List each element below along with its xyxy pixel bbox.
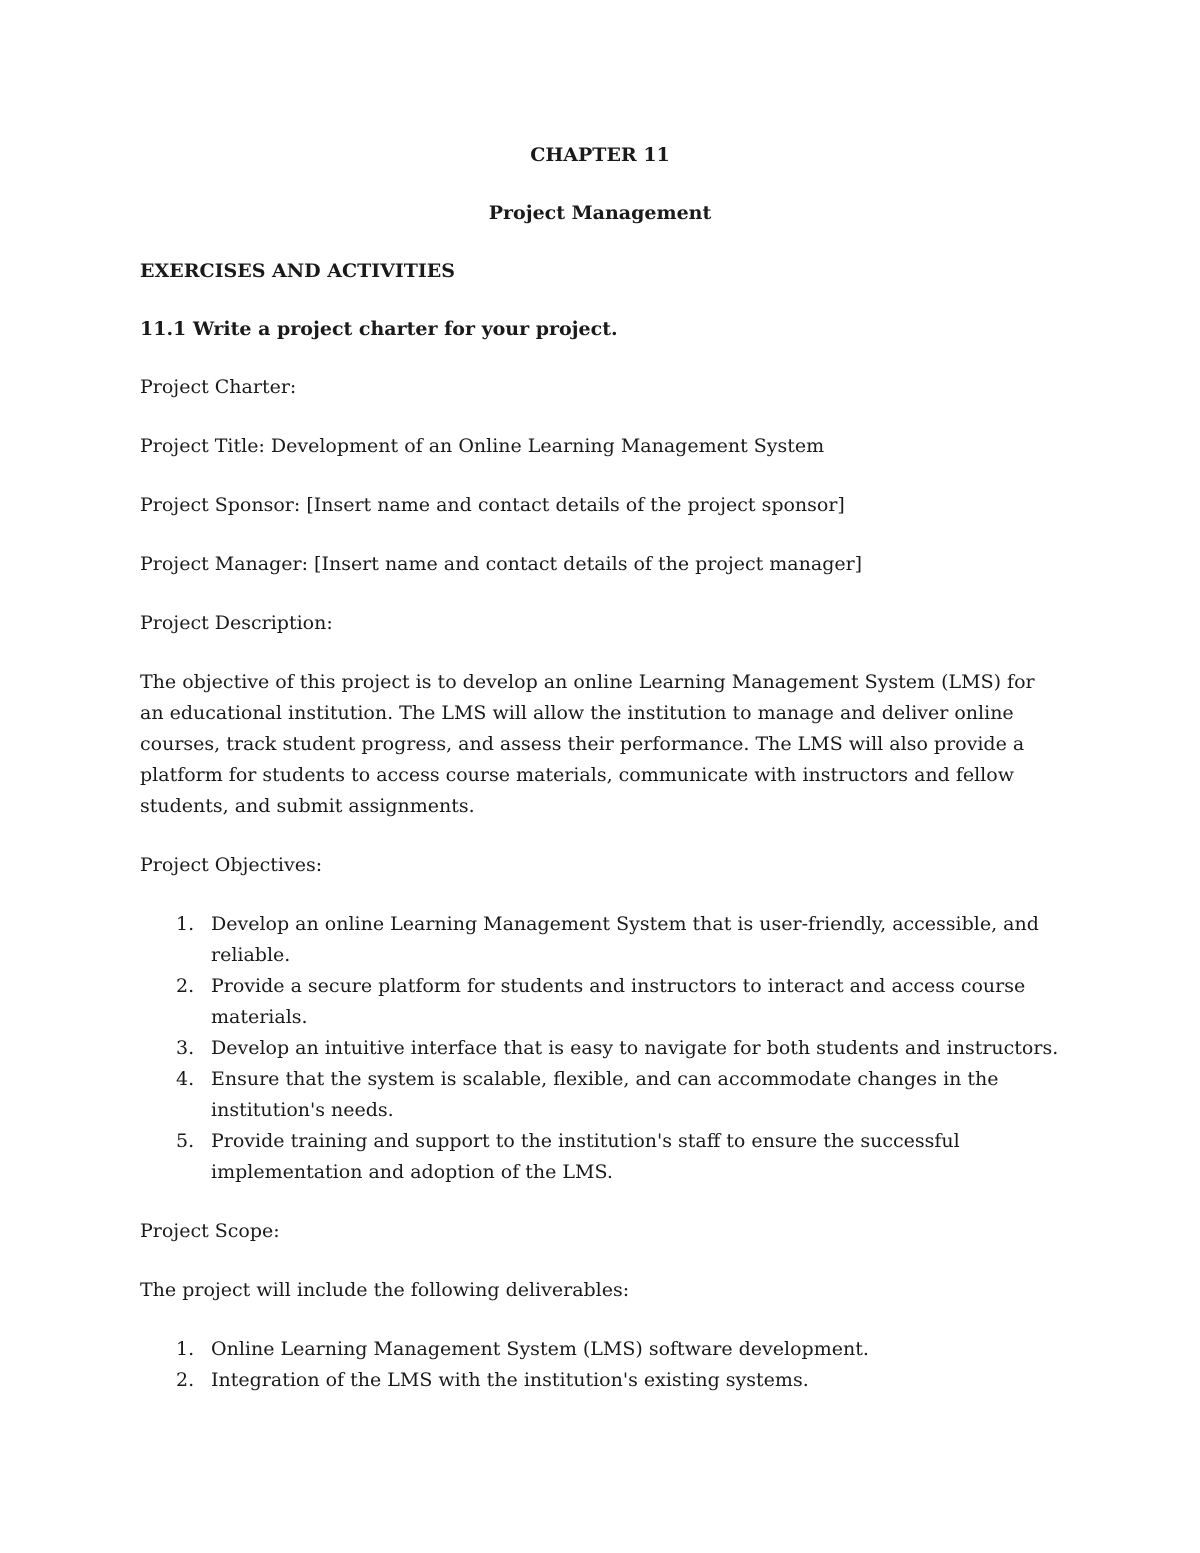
list-item <box>140 1064 1060 1126</box>
project-title: Project Title: Development of an Online Learning Management System <box>140 435 825 457</box>
list-number: 3. <box>176 1037 195 1059</box>
list-number: 4. <box>176 1068 195 1090</box>
list-item-text: Online Learning Management System (LMS) software development. <box>211 1338 869 1360</box>
list-item-text: Provide training and support to the institution's staff to ensure the successful implementation and adoption of the LMS. <box>211 1130 960 1183</box>
section-heading: EXERCISES AND ACTIVITIES <box>140 260 455 282</box>
list-item <box>140 971 1060 1033</box>
list-item <box>140 1126 1060 1188</box>
objectives-list <box>140 909 1060 1188</box>
charter-label: Project Charter: <box>140 376 297 398</box>
exercise-prompt: 11.1 Write a project charter for your project. <box>140 318 618 340</box>
list-number: 2. <box>176 975 195 997</box>
list-number: 1. <box>176 1338 195 1360</box>
description-text: The objective of this project is to develop an online Learning Management System (LMS) for an educational institution. The LMS will allow the institution to manage and deliver online courses, track student progress, and assess their performance. The LMS will also provide a platform for students to access course materials, communicate with instructors and fellow students, and submit assignments. <box>140 671 1035 817</box>
project-sponsor: Project Sponsor: [Insert name and contact details of the project sponsor] <box>140 494 845 516</box>
list-number: 2. <box>176 1369 195 1391</box>
list-item-text: Provide a secure platform for students and instructors to interact and access course materials. <box>211 975 1026 1028</box>
chapter-title: CHAPTER 11 <box>530 144 670 166</box>
list-item <box>140 909 1060 971</box>
list-number: 1. <box>176 913 195 935</box>
chapter-subtitle: Project Management <box>488 202 712 224</box>
list-item-text: Integration of the LMS with the institution's existing systems. <box>211 1369 809 1391</box>
list-item <box>140 1334 1060 1365</box>
list-number: 5. <box>176 1130 195 1152</box>
objectives-label: Project Objectives: <box>140 854 323 876</box>
scope-intro: The project will include the following deliverables: <box>140 1279 630 1301</box>
list-item <box>140 1033 1060 1064</box>
list-item-text: Develop an intuitive interface that is easy to navigate for both students and instructors. <box>211 1037 1059 1059</box>
project-manager: Project Manager: [Insert name and contact details of the project manager] <box>140 553 863 575</box>
list-item <box>140 1365 1060 1396</box>
list-item-text: Develop an online Learning Management System that is user-friendly, accessible, and reliable. <box>211 913 1039 966</box>
deliverables-list <box>140 1334 1060 1396</box>
list-item-text: Ensure that the system is scalable, flexible, and can accommodate changes in the institution's needs. <box>211 1068 999 1121</box>
page-content <box>140 140 1060 1424</box>
scope-label: Project Scope: <box>140 1220 280 1242</box>
description-label: Project Description: <box>140 612 333 634</box>
